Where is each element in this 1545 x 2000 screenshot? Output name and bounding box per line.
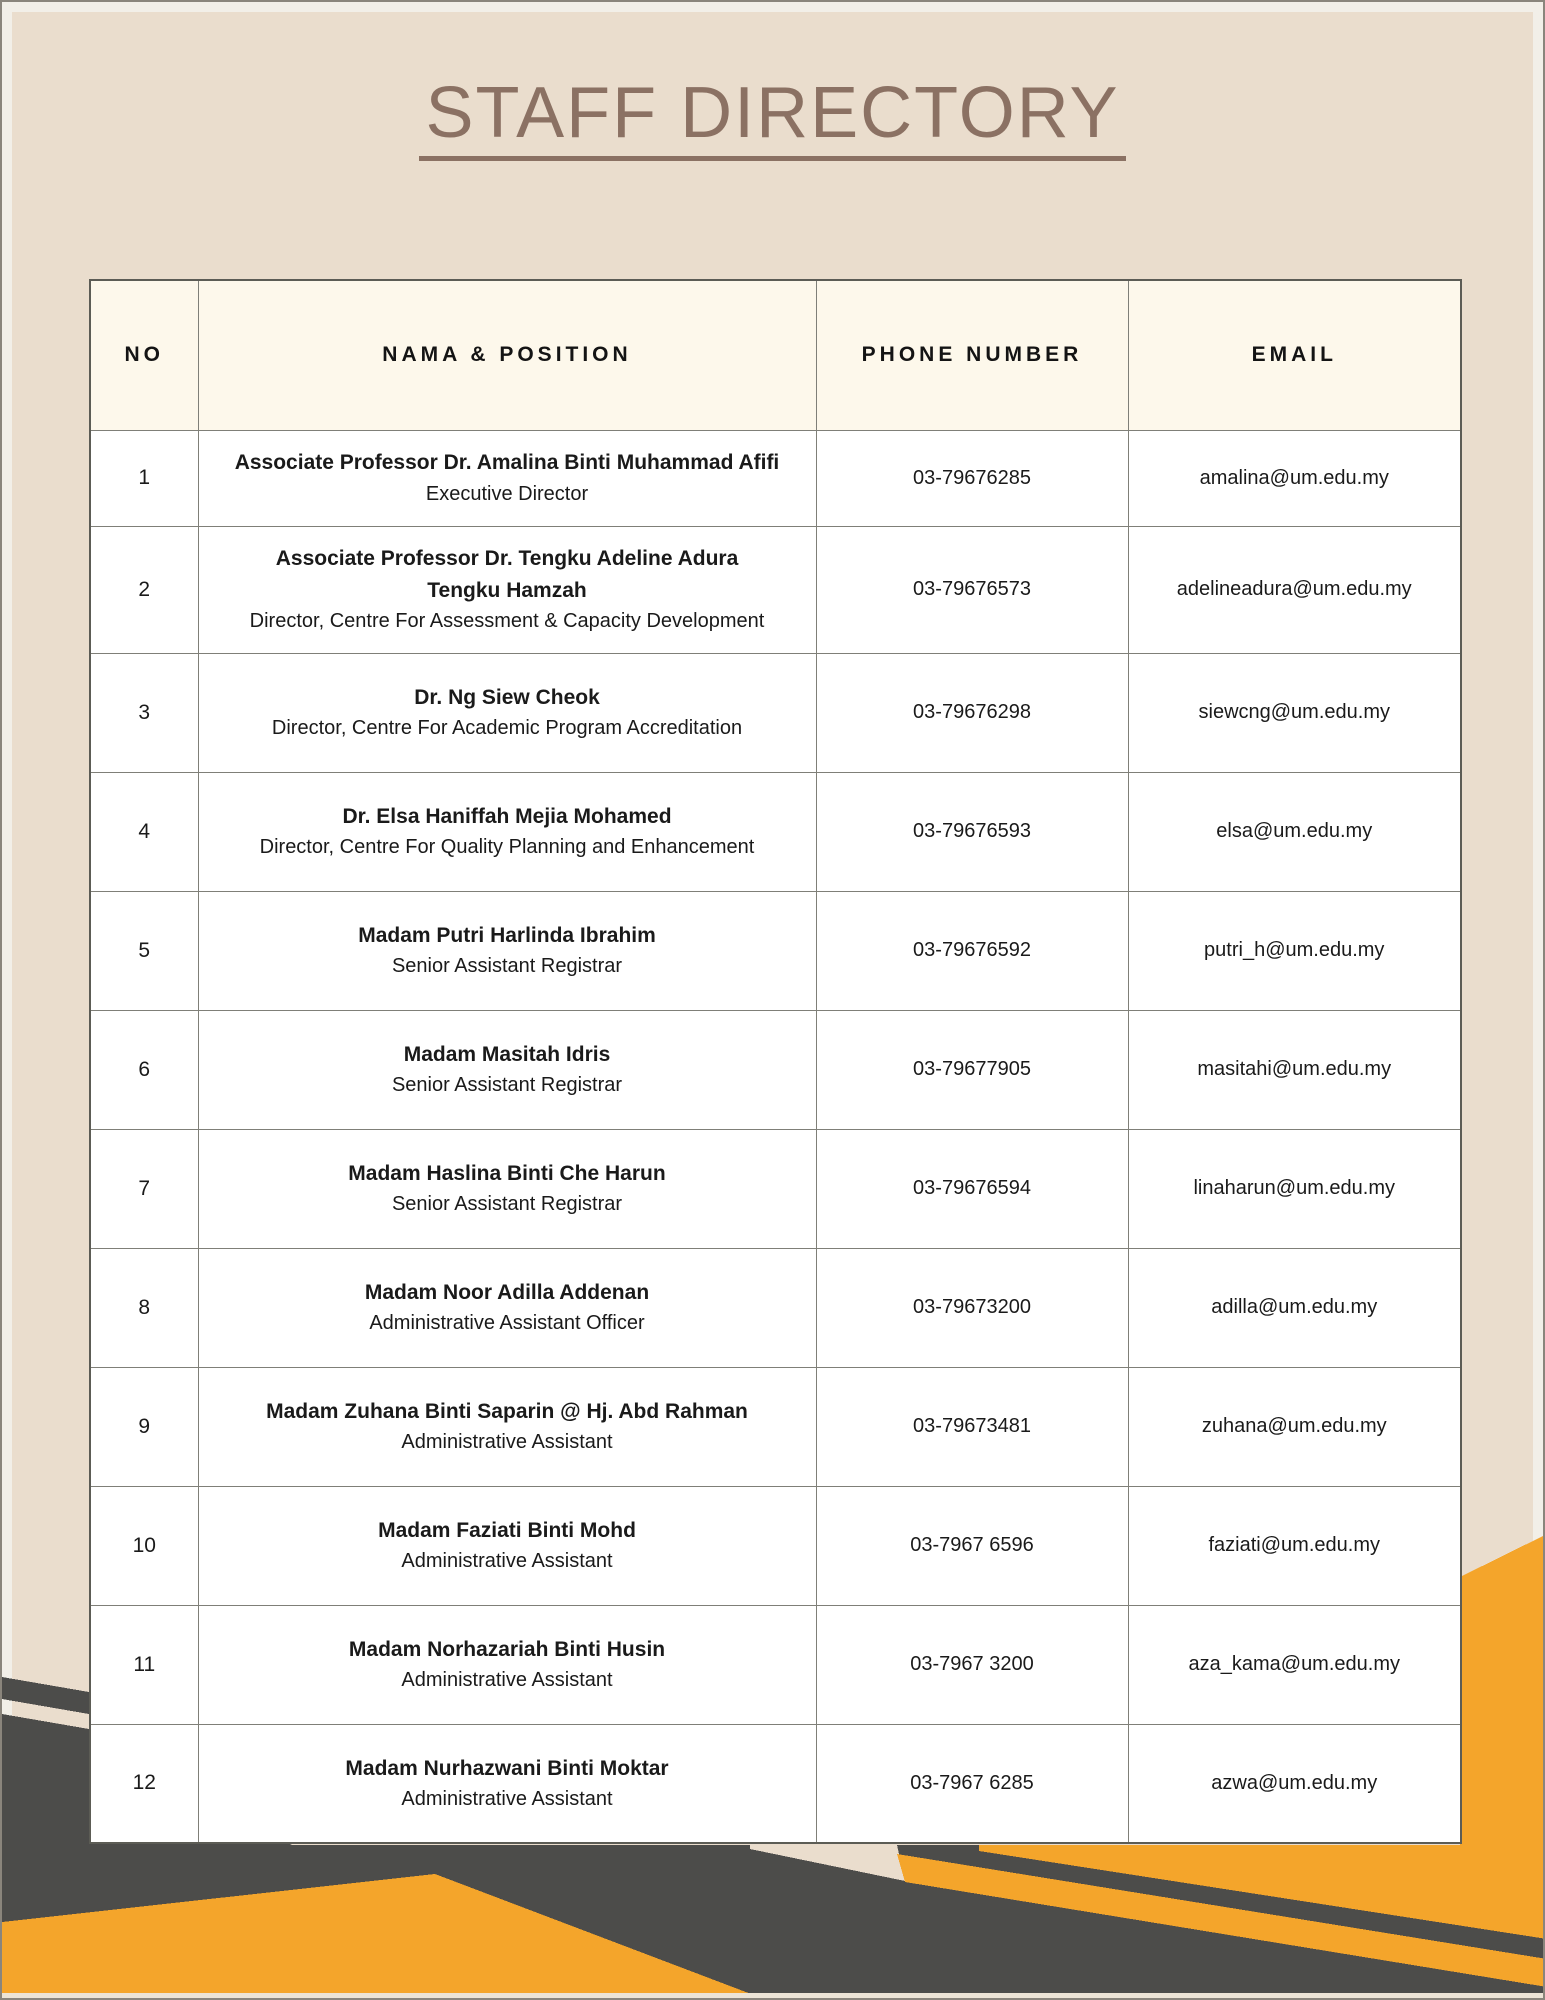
no-cell: 6 — [90, 1010, 198, 1129]
no-cell: 1 — [90, 430, 198, 526]
no-cell: 2 — [90, 526, 198, 653]
staff-name: Dr. Ng Siew Cheok — [414, 685, 600, 709]
header-no: NO — [90, 280, 198, 430]
name-position-cell — [198, 1486, 816, 1605]
email-cell: masitahi@um.edu.my — [1128, 1010, 1461, 1129]
no-cell: 12 — [90, 1724, 198, 1843]
header-email: EMAIL — [1128, 280, 1461, 430]
staff-name: Madam Norhazariah Binti Husin — [348, 1637, 666, 1661]
staff-position: Administrative Assistant — [401, 1550, 613, 1573]
phone-cell: 03-79673200 — [816, 1248, 1128, 1367]
staff-position: Director, Centre For Academic Program Accreditation — [271, 717, 743, 740]
staff-name: Madam Haslina Binti Che Harun — [348, 1161, 666, 1185]
decor-dark-stripe-left — [2, 1677, 89, 1714]
email-cell: elsa@um.edu.my — [1128, 772, 1461, 891]
phone-cell: 03-7967 6596 — [816, 1486, 1128, 1605]
no-cell: 9 — [90, 1367, 198, 1486]
email-cell: linaharun@um.edu.my — [1128, 1129, 1461, 1248]
staff-name: Madam Zuhana Binti Saparin @ Hj. Abd Rahman — [266, 1399, 748, 1423]
staff-directory-table — [89, 279, 1462, 1844]
phone-cell: 03-7967 6285 — [816, 1724, 1128, 1843]
phone-cell: 03-79676594 — [816, 1129, 1128, 1248]
email-cell: siewcng@um.edu.my — [1128, 653, 1461, 772]
name-position-cell — [198, 653, 816, 772]
header-name-position: NAMA & POSITION — [198, 280, 816, 430]
phone-cell: 03-79676592 — [816, 891, 1128, 1010]
no-cell: 8 — [90, 1248, 198, 1367]
header-phone-number: PHONE NUMBER — [816, 280, 1128, 430]
staff-position: Senior Assistant Registrar — [391, 1193, 623, 1216]
phone-cell: 03-79673481 — [816, 1367, 1128, 1486]
no-cell: 10 — [90, 1486, 198, 1605]
staff-name: Associate Professor Dr. Tengku Adeline Adura Tengku Hamzah — [275, 547, 739, 602]
table-row — [90, 891, 1461, 1010]
staff-name: Madam Masitah Idris — [403, 1042, 611, 1066]
table-row — [90, 1605, 1461, 1724]
no-cell: 7 — [90, 1129, 198, 1248]
name-position-cell — [198, 1129, 816, 1248]
name-position-cell — [198, 1010, 816, 1129]
staff-position: Senior Assistant Registrar — [391, 955, 623, 978]
staff-position: Executive Director — [425, 482, 589, 505]
staff-name: Dr. Elsa Haniffah Mejia Mohamed — [342, 804, 672, 828]
name-position-cell — [198, 891, 816, 1010]
phone-cell: 03-79676573 — [816, 526, 1128, 653]
table-row — [90, 1010, 1461, 1129]
table-row — [90, 1724, 1461, 1843]
staff-position: Senior Assistant Registrar — [391, 1074, 623, 1097]
bottom-edge-strip — [2, 1993, 1543, 1998]
phone-cell: 03-79677905 — [816, 1010, 1128, 1129]
phone-cell: 03-7967 3200 — [816, 1605, 1128, 1724]
email-cell: azwa@um.edu.my — [1128, 1724, 1461, 1843]
name-position-cell — [198, 430, 816, 526]
staff-position: Administrative Assistant — [401, 1669, 613, 1692]
email-cell: zuhana@um.edu.my — [1128, 1367, 1461, 1486]
email-cell: putri_h@um.edu.my — [1128, 891, 1461, 1010]
no-cell: 5 — [90, 891, 198, 1010]
email-cell: adilla@um.edu.my — [1128, 1248, 1461, 1367]
staff-name: Madam Noor Adilla Addenan — [364, 1280, 650, 1304]
staff-name: Madam Faziati Binti Mohd — [378, 1518, 636, 1542]
table-row — [90, 772, 1461, 891]
email-cell: adelineadura@um.edu.my — [1128, 526, 1461, 653]
staff-name: Madam Putri Harlinda Ibrahim — [358, 923, 656, 947]
no-cell: 3 — [90, 653, 198, 772]
table-row — [90, 1486, 1461, 1605]
no-cell: 11 — [90, 1605, 198, 1724]
name-position-cell — [198, 772, 816, 891]
name-position-cell — [198, 1367, 816, 1486]
staff-name: Associate Professor Dr. Amalina Binti Muhammad Afifi — [234, 451, 780, 475]
email-cell: amalina@um.edu.my — [1128, 430, 1461, 526]
page-title: STAFF DIRECTORY — [419, 76, 1125, 161]
phone-cell: 03-79676593 — [816, 772, 1128, 891]
phone-cell: 03-79676285 — [816, 430, 1128, 526]
staff-position: Administrative Assistant — [401, 1788, 613, 1810]
table-row — [90, 653, 1461, 772]
table-row — [90, 1129, 1461, 1248]
name-position-cell — [198, 1605, 816, 1724]
table-row — [90, 1248, 1461, 1367]
table-row — [90, 430, 1461, 526]
name-position-cell — [198, 1724, 816, 1843]
name-position-cell — [198, 1248, 816, 1367]
staff-name: Madam Nurhazwani Binti Moktar — [345, 1756, 669, 1780]
email-cell: aza_kama@um.edu.my — [1128, 1605, 1461, 1724]
staff-position: Administrative Assistant — [401, 1431, 613, 1454]
staff-position: Director, Centre For Quality Planning and Enhancement — [259, 836, 755, 859]
phone-cell: 03-79676298 — [816, 653, 1128, 772]
staff-position: Administrative Assistant Officer — [369, 1312, 645, 1335]
no-cell: 4 — [90, 772, 198, 891]
email-cell: faziati@um.edu.my — [1128, 1486, 1461, 1605]
table-row — [90, 1367, 1461, 1486]
table-row — [90, 526, 1461, 653]
name-position-cell — [198, 526, 816, 653]
table-header-row — [90, 280, 1461, 430]
staff-position: Director, Centre For Assessment & Capacity Development — [249, 610, 765, 632]
